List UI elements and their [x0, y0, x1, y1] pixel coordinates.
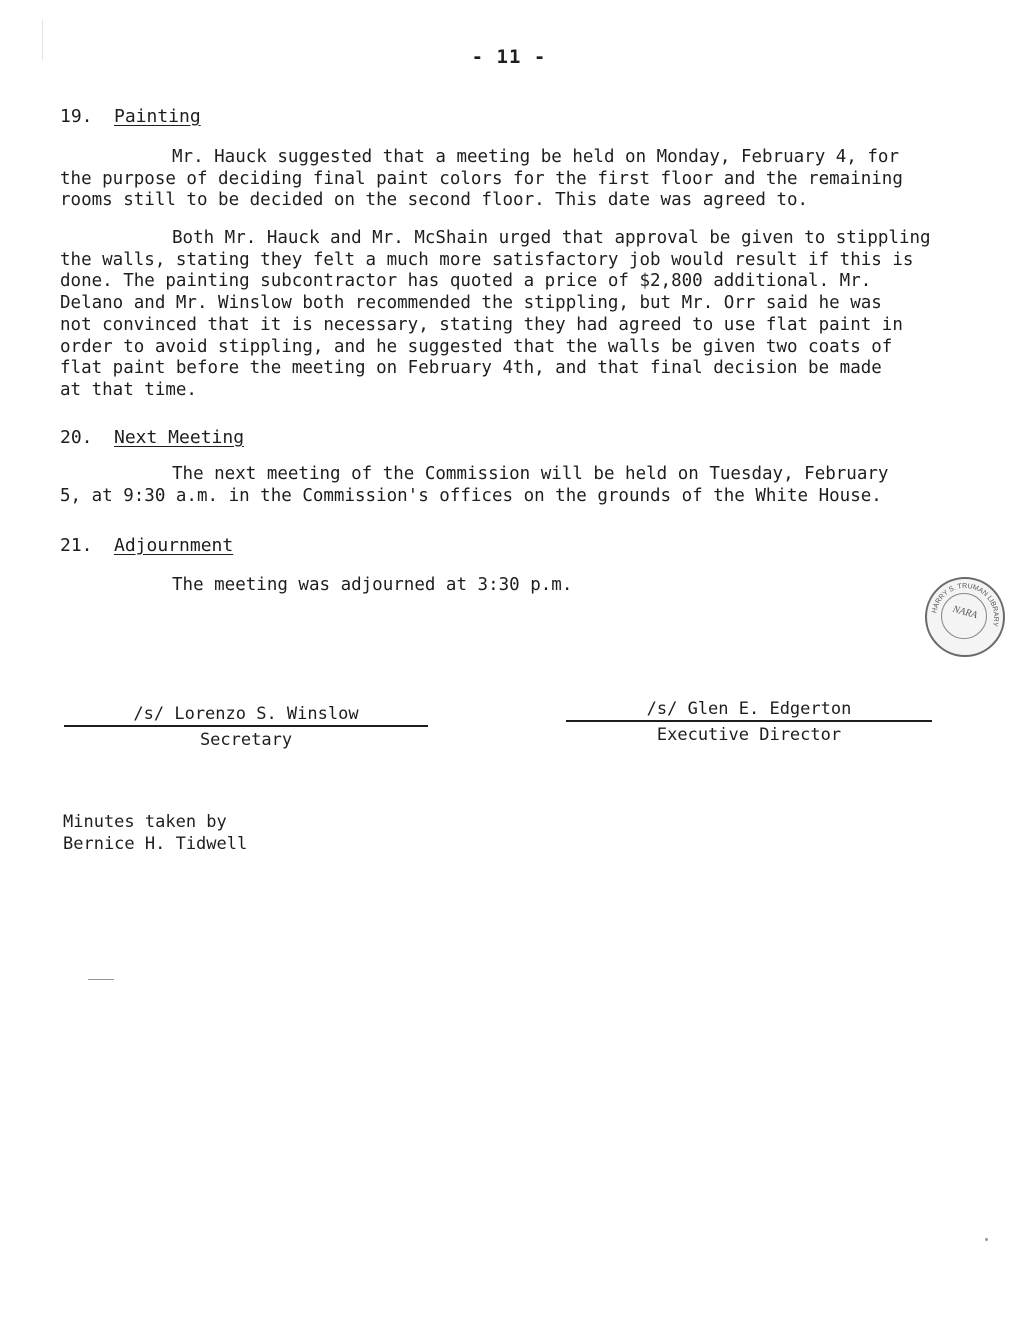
scan-mark [42, 20, 43, 60]
section-title: Painting [114, 106, 201, 127]
paragraph-stippling [60, 228, 931, 402]
minutes-taken-by [63, 811, 247, 855]
signature-name: /s/ Lorenzo S. Winslow [133, 704, 359, 724]
signature-secretary [64, 704, 428, 750]
library-stamp [925, 577, 1005, 657]
minutes-label: Minutes taken by [63, 812, 227, 832]
stamp-ring-label: HARRY S. TRUMAN LIBRARY [931, 582, 1000, 628]
stamp-center-text: NARA [951, 603, 979, 622]
signature-line [64, 725, 428, 727]
scan-mark [88, 979, 114, 980]
paragraph-line: Mr. Hauck suggested that a meeting be held on Monday, February 4, for [172, 147, 899, 167]
paragraph-painting-meeting [60, 147, 920, 212]
signature-executive-director [566, 699, 932, 745]
section-number: 20. [60, 427, 93, 448]
paragraph-line: the purpose of deciding final paint colors for the first floor and the remaining [60, 168, 903, 189]
paragraph-line: at that time. [60, 379, 197, 400]
section-title: Next Meeting [114, 427, 245, 448]
paragraph-line: Both Mr. Hauck and Mr. McShain urged that approval be given to stippling [172, 228, 931, 248]
paragraph-next-meeting [60, 464, 920, 507]
paragraph-line: flat paint before the meeting on February 4th, and that final decision be made [60, 358, 882, 379]
paragraph-line: The next meeting of the Commission will be held on Tuesday, February [172, 464, 889, 484]
scan-mark [985, 1238, 988, 1241]
signature-title: Secretary [199, 730, 293, 750]
section-heading-painting [60, 106, 201, 127]
paragraph-line: 5, at 9:30 a.m. in the Commission's offices on the grounds of the White House. [60, 485, 882, 506]
paragraph-line: done. The painting subcontractor has quoted a price of $2,800 additional. Mr. [60, 271, 872, 292]
section-heading-next-meeting [60, 427, 244, 448]
signature-line [566, 720, 932, 722]
section-number: 21. [60, 535, 93, 556]
minutes-author: Bernice H. Tidwell [63, 834, 248, 854]
paragraph-line: The meeting was adjourned at 3:30 p.m. [172, 575, 573, 595]
paragraph-adjournment [60, 575, 920, 597]
paragraph-line: not convinced that it is necessary, stating they had agreed to use flat paint in [60, 314, 903, 335]
section-title: Adjournment [114, 535, 234, 556]
paragraph-line: Delano and Mr. Winslow both recommended the stippling, but Mr. Orr said he was [60, 293, 882, 314]
signature-title: Executive Director [656, 725, 842, 745]
section-number: 19. [60, 106, 93, 127]
page-number: - 11 - [471, 46, 547, 68]
signature-name: /s/ Glen E. Edgerton [646, 699, 852, 719]
section-heading-adjournment [60, 535, 233, 556]
paragraph-line: rooms still to be decided on the second floor. This date was agreed to. [60, 190, 809, 211]
paragraph-line: the walls, stating they felt a much more satisfactory job would result if this is [60, 249, 914, 270]
paragraph-line: order to avoid stippling, and he suggested that the walls be given two coats of [60, 336, 893, 357]
